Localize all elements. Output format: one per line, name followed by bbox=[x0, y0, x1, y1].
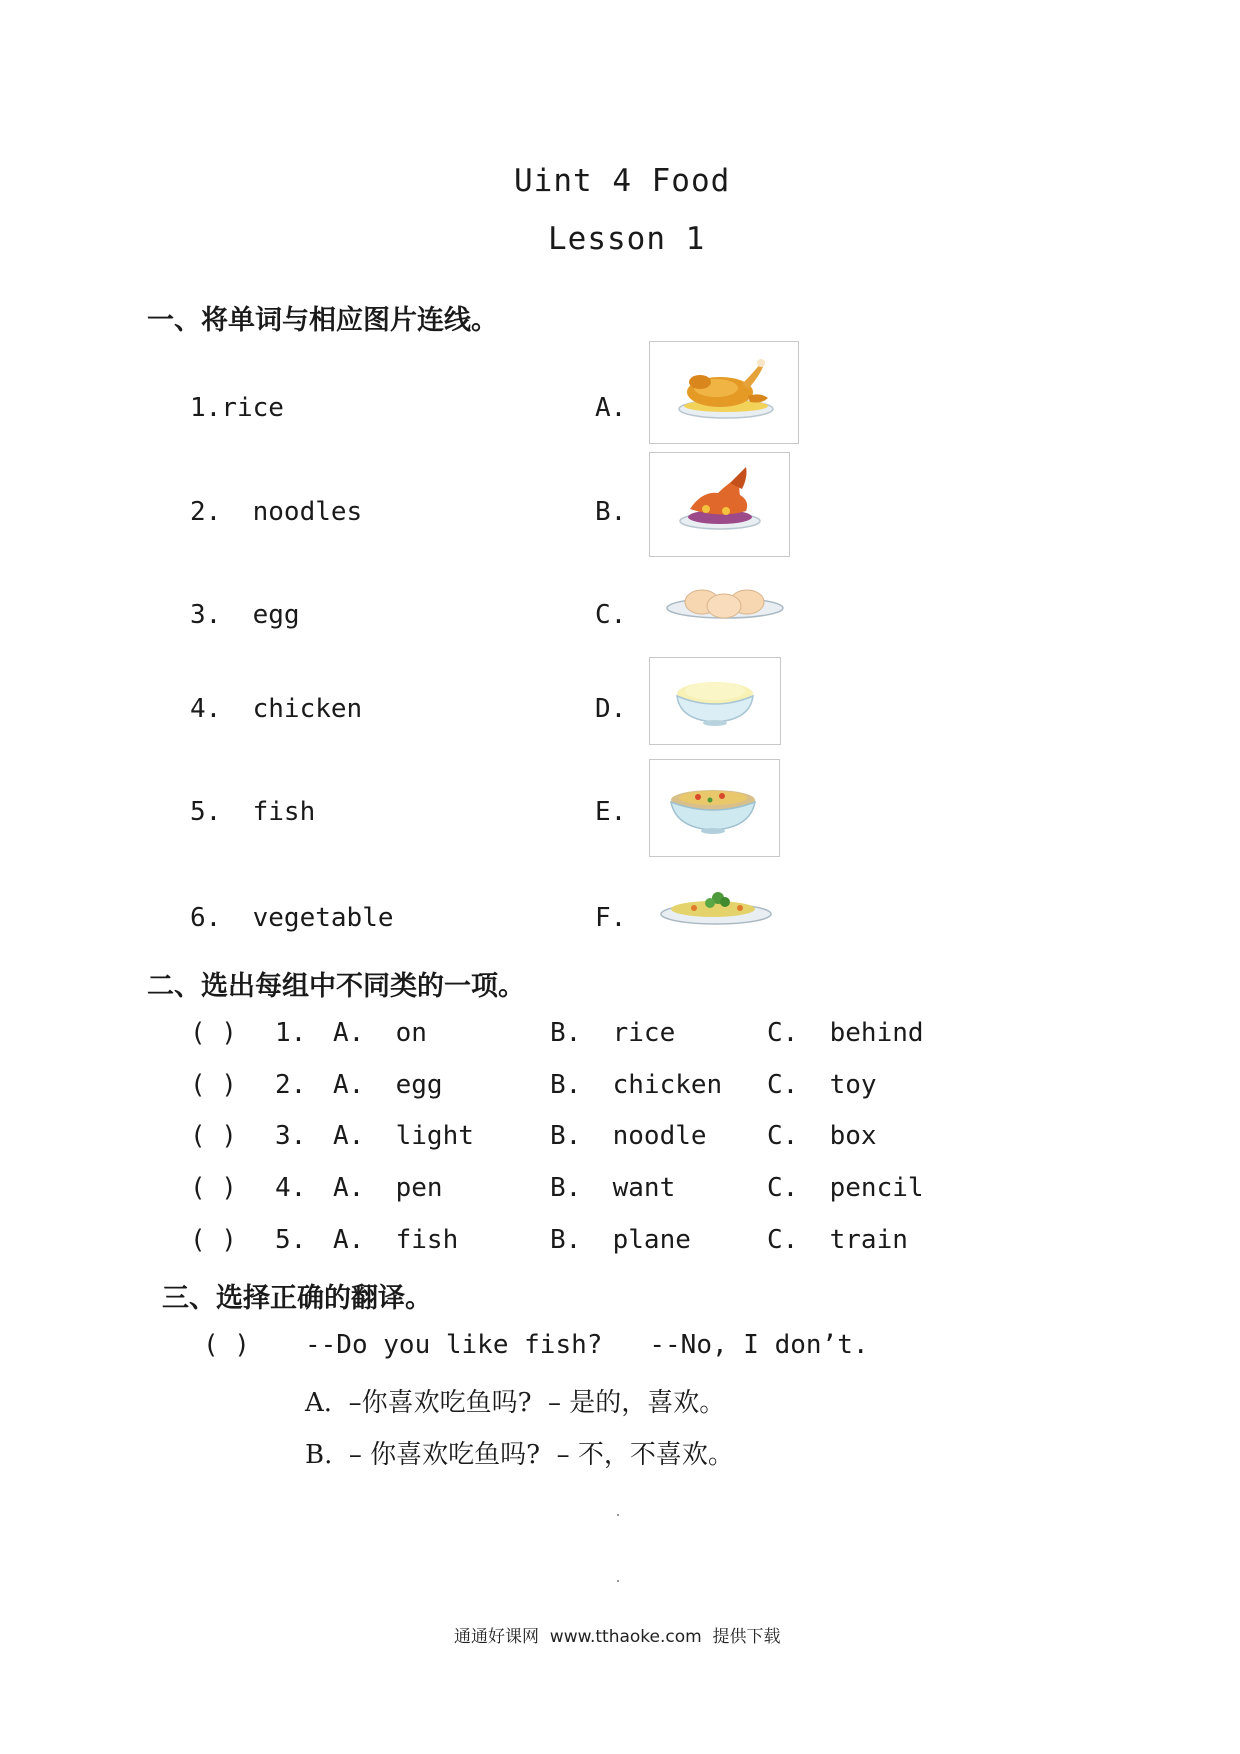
option-c: C. box bbox=[767, 1121, 877, 1151]
option-a: A. fish bbox=[333, 1225, 459, 1255]
word-text: vegetable bbox=[252, 903, 394, 933]
word-number: 2. bbox=[190, 497, 222, 527]
question-number: 2. bbox=[275, 1070, 307, 1100]
rice-bowl-icon bbox=[649, 657, 781, 745]
option-a: A. light bbox=[333, 1121, 474, 1151]
option-b: B. plane bbox=[550, 1225, 691, 1255]
answer-blank[interactable]: ( ) bbox=[190, 1225, 237, 1255]
word-number: 5. bbox=[190, 797, 222, 827]
option-letter: A. bbox=[595, 393, 627, 423]
option-letter: B. bbox=[595, 497, 627, 527]
option-a: A. on bbox=[333, 1018, 427, 1048]
lesson-subtitle: Lesson 1 bbox=[548, 221, 706, 257]
answer-blank[interactable]: ( ) bbox=[190, 1070, 237, 1100]
option-letter: C. bbox=[595, 600, 627, 630]
option-letter: F. bbox=[595, 903, 627, 933]
word-text: chicken bbox=[252, 694, 363, 724]
word-number: 6. bbox=[190, 903, 222, 933]
word-number: 1. bbox=[190, 393, 222, 423]
footer-text: 通通好课网 www.tthaoke.com 提供下载 bbox=[454, 1627, 781, 1647]
option-b: B. rice bbox=[550, 1018, 676, 1048]
question-text: --Do you like fish? --No, I don’t. bbox=[305, 1330, 869, 1360]
option-b: B. chicken bbox=[550, 1070, 723, 1100]
noodles-bowl-icon bbox=[649, 759, 780, 857]
word-number: 4. bbox=[190, 694, 222, 724]
list-item bbox=[190, 497, 362, 527]
word-text: rice bbox=[221, 393, 284, 423]
word-text: egg bbox=[252, 600, 300, 630]
page-title: Uint 4 Food bbox=[514, 163, 731, 199]
translation-option-b: B. – 你喜欢吃鱼吗? – 不，不喜欢。 bbox=[305, 1440, 734, 1470]
option-letter: D. bbox=[595, 694, 627, 724]
question-number: 5. bbox=[275, 1225, 307, 1255]
list-item bbox=[190, 694, 362, 724]
decorative-dot bbox=[617, 1514, 619, 1516]
roast-chicken-icon bbox=[649, 341, 799, 444]
option-c: C. toy bbox=[767, 1070, 877, 1100]
question-number: 4. bbox=[275, 1173, 307, 1203]
word-text: fish bbox=[252, 797, 316, 827]
option-a: A. pen bbox=[333, 1173, 443, 1203]
section1-heading: 一、将单词与相应图片连线。 bbox=[147, 305, 498, 336]
option-letter: E. bbox=[595, 797, 627, 827]
word-text: noodles bbox=[252, 497, 363, 527]
option-c: C. train bbox=[767, 1225, 908, 1255]
answer-blank[interactable]: ( ) bbox=[190, 1121, 237, 1151]
translation-option-a: A. –你喜欢吃鱼吗? – 是的，喜欢。 bbox=[305, 1388, 726, 1418]
section3-heading: 三、选择正确的翻译。 bbox=[162, 1283, 432, 1314]
question-number: 3. bbox=[275, 1121, 307, 1151]
option-a: A. egg bbox=[333, 1070, 443, 1100]
word-number: 3. bbox=[190, 600, 222, 630]
option-c: C. pencil bbox=[767, 1173, 924, 1203]
vegetable-plate-icon bbox=[658, 884, 775, 928]
fish-dish-icon bbox=[649, 452, 790, 557]
answer-blank[interactable]: ( ) bbox=[190, 1018, 237, 1048]
option-c: C. behind bbox=[767, 1018, 924, 1048]
list-item bbox=[190, 797, 315, 827]
answer-blank[interactable]: ( ) bbox=[190, 1173, 237, 1203]
decorative-dot bbox=[617, 1580, 619, 1582]
option-b: B. want bbox=[550, 1173, 676, 1203]
option-b: B. noodle bbox=[550, 1121, 707, 1151]
answer-blank[interactable]: ( ) bbox=[203, 1330, 250, 1360]
list-item bbox=[190, 903, 394, 933]
eggs-plate-icon bbox=[664, 580, 786, 626]
list-item bbox=[190, 600, 300, 630]
list-item bbox=[190, 393, 284, 423]
question-number: 1. bbox=[275, 1018, 307, 1048]
section2-heading: 二、选出每组中不同类的一项。 bbox=[147, 971, 525, 1002]
